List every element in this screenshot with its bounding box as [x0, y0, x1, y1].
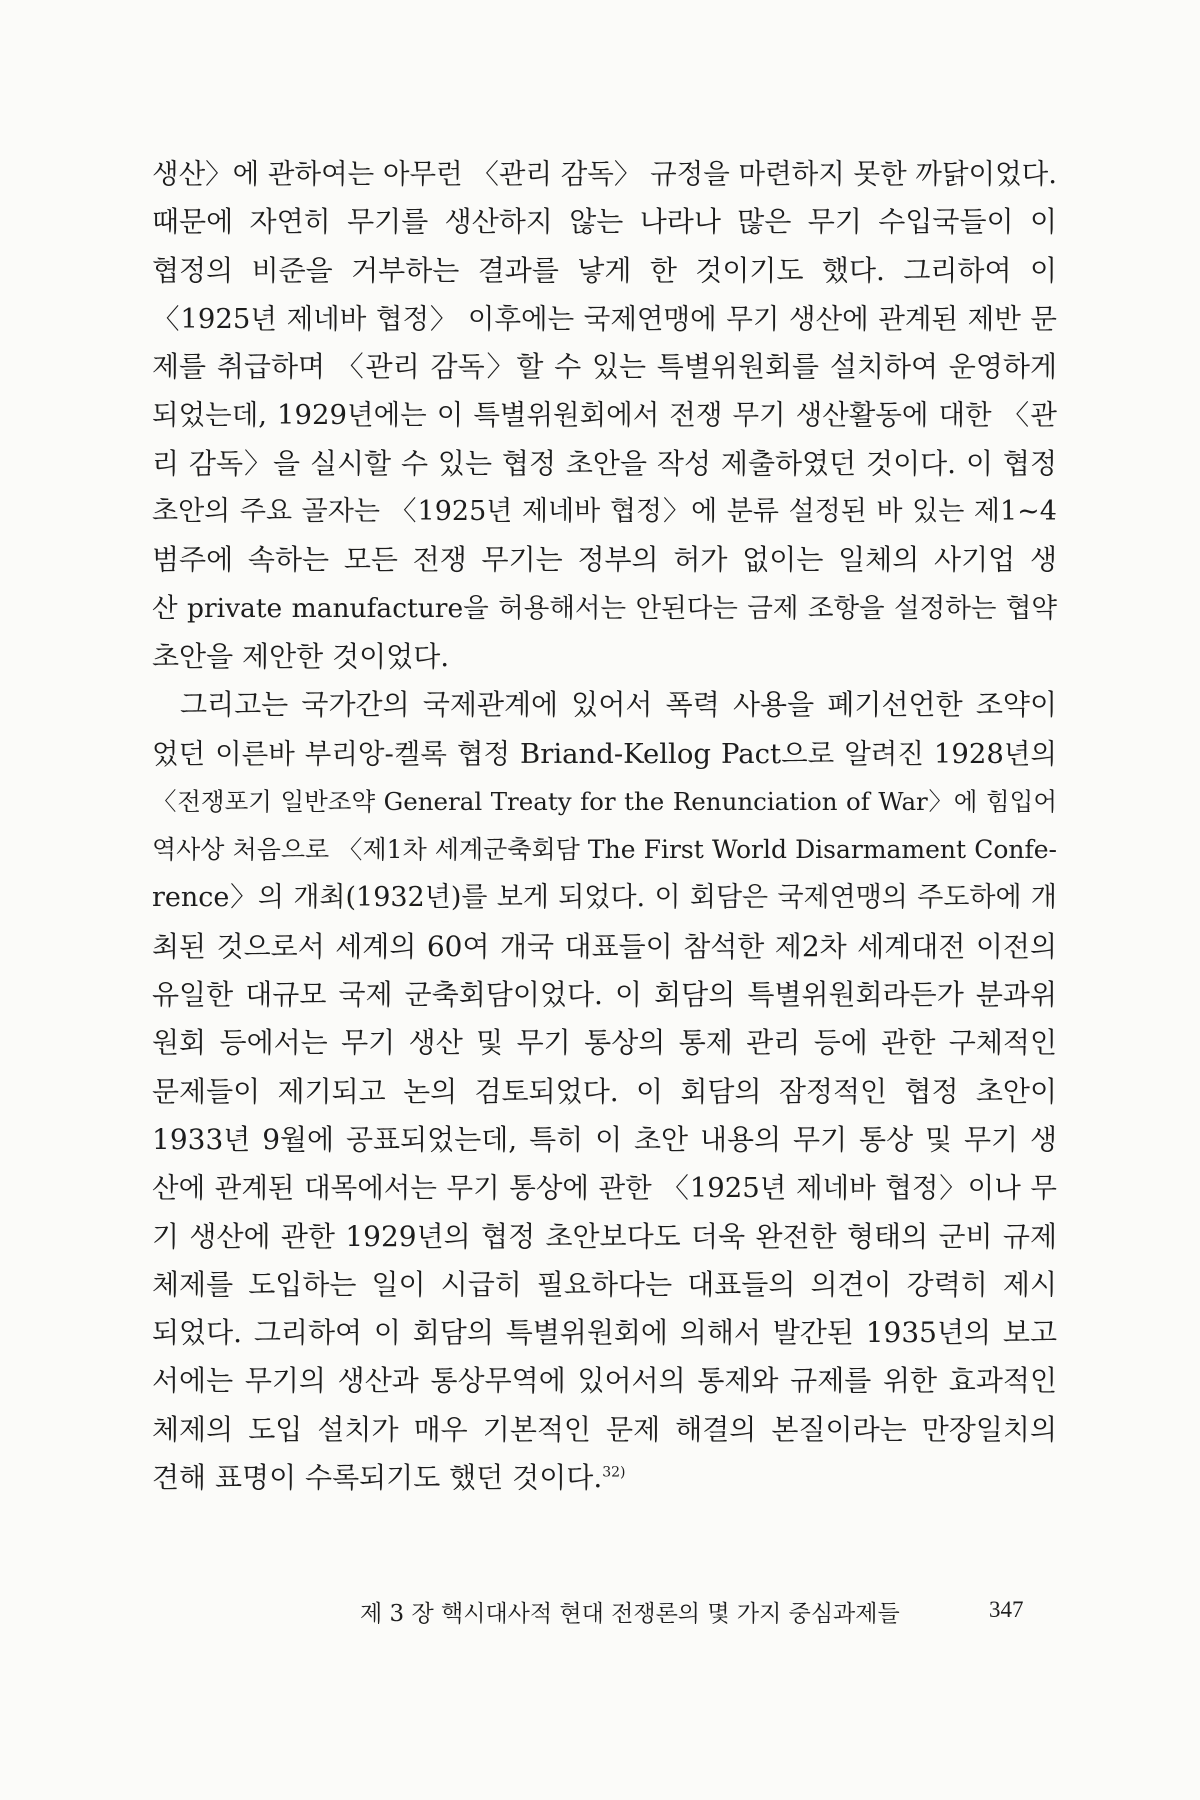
- text-line-with-footnote: [152, 1454, 1057, 1502]
- text-line: 협정의 비준을 거부하는 결과를 낳게 한 것이기도 했다. 그리하여 이: [152, 253, 1057, 287]
- text-line: 유일한 대규모 국제 군축회담이었다. 이 회담의 특별위원회라든가 분과위: [152, 978, 1057, 1012]
- text-line: 최된 것으로서 세계의 60여 개국 대표들이 참석한 제2차 세계대전 이전의: [152, 929, 1057, 963]
- paragraph-1: [152, 150, 1057, 681]
- paragraph-2: [152, 681, 1057, 1502]
- text-line-content: 견해 표명이 수록되기도 했던 것이다.: [152, 1461, 603, 1495]
- text-line: 원회 등에서는 무기 생산 및 무기 통상의 통제 관리 등에 관한 구체적인: [152, 1026, 1057, 1060]
- text-line: 초안의 주요 골자는 〈1925년 제네바 협정〉에 분류 설정된 바 있는 제1~4: [152, 496, 1057, 528]
- text-line: 제를 취급하며 〈관리 감독〉할 수 있는 특별위원회를 설치하여 운영하게: [152, 350, 1057, 384]
- text-line: 〈1925년 제네바 협정〉 이후에는 국제연맹에 무기 생산에 관계된 제반 문: [152, 302, 1057, 335]
- text-line: 체제의 도입 설치가 매우 기본적인 문제 해결의 본질이라는 만장일치의: [152, 1412, 1057, 1446]
- body-text: [152, 150, 1057, 1502]
- text-line: 산 private manufacture을 허용해서는 안된다는 금제 조항을 설정하는 협약: [152, 592, 1057, 624]
- text-line: 범주에 속하는 모든 전쟁 무기는 정부의 허가 없이는 일체의 사기업 생: [152, 543, 1057, 577]
- page-number: 347: [989, 1597, 1024, 1622]
- text-line: 역사상 처음으로 〈제1차 세계군축회담 The First World Disarmament Confe-: [152, 835, 1057, 865]
- chapter-title: 제 3 장 핵시대사적 현대 전쟁론의 몇 가지 중심과제들: [360, 1601, 900, 1627]
- text-line: 산에 관계된 대목에서는 무기 통상에 관한 〈1925년 제네바 협정〉이나 무: [152, 1172, 1057, 1205]
- text-line: 초안을 제안한 것이었다.: [152, 639, 450, 673]
- footnote-reference[interactable]: 32): [602, 1464, 626, 1481]
- text-line: 되었는데, 1929년에는 이 특별위원회에서 전쟁 무기 생산활동에 대한 〈관: [152, 399, 1057, 432]
- text-line: 1933년 9월에 공표되었는데, 특히 이 초안 내용의 무기 통상 및 무기 생: [152, 1122, 1057, 1156]
- text-line: 리 감독〉을 실시할 수 있는 협정 초안을 작성 제출하였던 것이다. 이 협정: [152, 446, 1057, 480]
- text-line: 기 생산에 관한 1929년의 협정 초안보다도 더욱 완전한 형태의 군비 규제: [152, 1219, 1057, 1253]
- text-line: 문제들이 제기되고 논의 검토되었다. 이 회담의 잠정적인 협정 초안이: [152, 1074, 1057, 1108]
- text-line: 서에는 무기의 생산과 통상무역에 있어서의 통제와 규제를 위한 효과적인: [152, 1364, 1057, 1398]
- text-line: 〈전쟁포기 일반조약 General Treaty for the Renunciation of War〉에 힘입어: [152, 786, 1057, 816]
- text-line: rence〉의 개최(1932년)를 보게 되었다. 이 회담은 국제연맹의 주도하에 개: [152, 882, 1057, 914]
- text-line: 었던 이른바 부리앙-켈록 협정 Briand-Kellog Pact으로 알려진 1928년의: [152, 737, 1057, 770]
- text-line: 생산〉에 관하여는 아무런 〈관리 감독〉 규정을 마련하지 못한 까닭이었다.: [152, 158, 1057, 190]
- text-line: 되었다. 그리하여 이 회담의 특별위원회에 의해서 발간된 1935년의 보고: [152, 1316, 1057, 1350]
- text-line: 그리고는 국가간의 국제관계에 있어서 폭력 사용을 폐기선언한 조약이: [180, 688, 1057, 722]
- text-line: 체제를 도입하는 일이 시급히 필요하다는 대표들의 의견이 강력히 제시: [152, 1267, 1057, 1301]
- text-line: 때문에 자연히 무기를 생산하지 않는 나라나 많은 무기 수입국들이 이: [152, 205, 1057, 239]
